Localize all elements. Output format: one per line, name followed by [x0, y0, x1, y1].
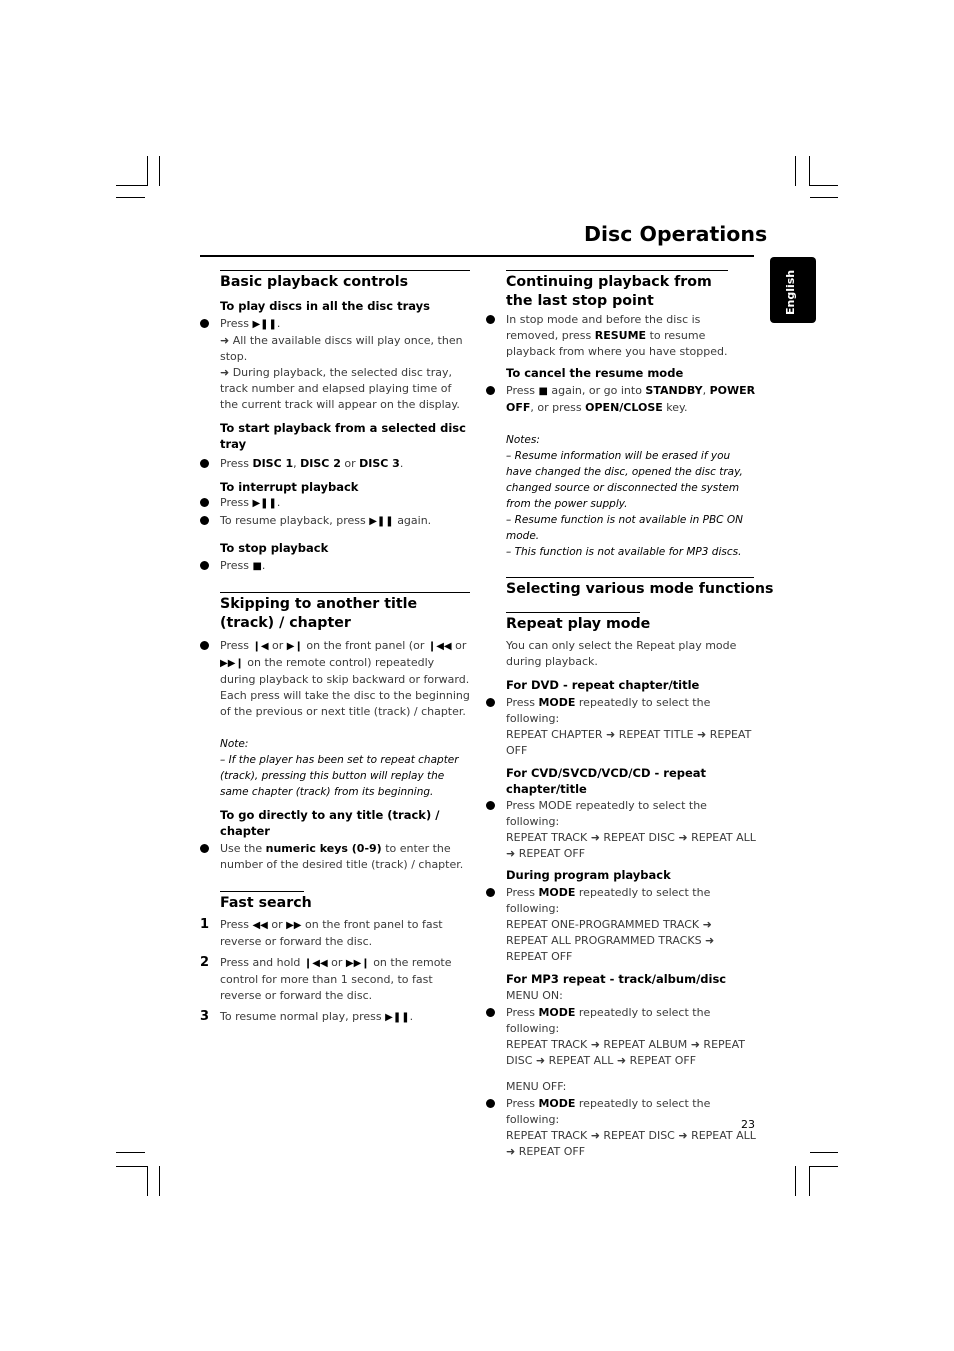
- previous-icon: ❙◀◀: [427, 641, 452, 652]
- bullet-icon: [200, 459, 209, 468]
- section-heading: Continuing playback from the last stop point: [506, 274, 712, 309]
- stop-icon: ■: [252, 561, 262, 572]
- section-skipping: [220, 592, 470, 633]
- page-number: 23: [741, 1118, 755, 1131]
- note-text: – This function is not available for MP3 discs.: [506, 546, 742, 558]
- subheading: To play discs in all the disc trays: [220, 299, 431, 313]
- play-pause-icon: ▶❚❚: [252, 498, 277, 509]
- bullet-icon: [200, 498, 209, 507]
- list-item: Press ■.: [200, 558, 470, 575]
- page-title: Disc Operations: [584, 222, 768, 246]
- section-heading: Basic playback controls: [220, 274, 409, 290]
- section-repeat-play: [506, 612, 651, 634]
- list-item: To resume playback, press ▶❚❚ again.: [200, 513, 470, 530]
- next-icon: ▶▶❙: [220, 658, 244, 669]
- stop-icon: ■: [538, 386, 548, 397]
- play-pause-icon: ▶❚❚: [252, 319, 277, 330]
- play-pause-icon: ▶❚❚: [385, 1012, 410, 1023]
- section-mode-functions: [506, 577, 774, 599]
- list-item: Press ▶❚❚.: [200, 316, 470, 333]
- bullet-icon: [486, 801, 495, 810]
- section-heading: Fast search: [220, 895, 312, 911]
- sequence-text: REPEAT TRACK ➜ REPEAT ALBUM ➜ REPEAT DISC ➜ REPEAT ALL ➜ REPEAT OFF: [506, 1038, 745, 1067]
- section-fast-search: [220, 891, 312, 913]
- previous-icon: ❙◀: [252, 641, 269, 652]
- bullet-icon: [486, 1099, 495, 1108]
- section-heading: Skipping to another title (track) / chapter: [220, 596, 418, 631]
- bullet-icon: [486, 1008, 495, 1017]
- menu-state: MENU ON:: [506, 989, 563, 1002]
- sequence-text: REPEAT TRACK ➜ REPEAT DISC ➜ REPEAT ALL ➜ REPEAT OFF: [506, 831, 756, 860]
- subheading: To stop playback: [220, 541, 329, 555]
- sequence-text: REPEAT ONE-PROGRAMMED TRACK ➜ REPEAT ALL PROGRAMMED TRACKS ➜ REPEAT OFF: [506, 918, 715, 963]
- bullet-icon: [486, 888, 495, 897]
- fast-forward-icon: ▶▶: [286, 920, 302, 931]
- list-item: Press ■ again, or go into STANDBY, POWER OFF, or press OPEN/CLOSE key.: [486, 383, 756, 416]
- note-text: – Resume function is not available in PBC ON mode.: [506, 514, 743, 542]
- next-icon: ▶❙: [286, 641, 303, 652]
- previous-icon: ❙◀◀: [303, 958, 328, 969]
- subheading: To start playback from a selected disc tray: [220, 421, 466, 451]
- bullet-icon: [200, 561, 209, 570]
- list-item: In stop mode and before the disc is removed, press RESUME to resume playback from where you have stopped.: [486, 312, 756, 360]
- bullet-icon: [200, 319, 209, 328]
- result-text: ➜ All the available discs will play once, then stop.: [220, 334, 463, 363]
- list-item: Press MODE repeatedly to select the following: REPEAT ONE-PROGRAMMED TRACK ➜ REPEAT ALL PROGRAMMED TRACKS ➜ REPEAT OFF: [486, 885, 756, 965]
- section-heading: Selecting various mode functions: [506, 581, 774, 597]
- list-item: Press ❙◀ or ▶❙ on the front panel (or ❙◀◀ or ▶▶❙ on the remote control) repeatedly during playback to skip backward or forward. Each press will take the disc to the beginning of the previous or next title (track) / chapter.: [200, 638, 470, 720]
- notes-label: Notes:: [506, 434, 540, 446]
- subheading: To interrupt playback: [220, 480, 359, 494]
- step-number: 3: [200, 1009, 210, 1024]
- language-tab: [770, 257, 816, 323]
- list-item: Press DISC 1, DISC 2 or DISC 3.: [200, 456, 470, 472]
- language-label: English: [784, 269, 797, 315]
- section-heading: Repeat play mode: [506, 616, 651, 632]
- rewind-icon: ◀◀: [252, 920, 268, 931]
- note-text: – If the player has been set to repeat chapter (track), pressing this button will replay the same chapter (track) from its beginning.: [220, 754, 459, 798]
- subheading: For MP3 repeat - track/album/disc: [506, 972, 727, 986]
- step-item: 2 Press and hold ❙◀◀ or ▶▶❙ on the remote control for more than 1 second, to fast reverse or forward the disc.: [200, 955, 452, 1002]
- result-text: ➜ During playback, the selected disc tray, track number and elapsed playing time of the current track will appear on the display.: [220, 366, 460, 411]
- list-item: Use the numeric keys (0-9) to enter the number of the desired title (track) / chapter.: [200, 841, 470, 873]
- bullet-icon: [200, 844, 209, 853]
- play-pause-icon: ▶❚❚: [369, 516, 394, 527]
- intro-text: You can only select the Repeat play mode during playback.: [506, 639, 737, 668]
- subheading: During program playback: [506, 868, 671, 882]
- step-number: 1: [200, 917, 210, 932]
- list-item: Press MODE repeatedly to select the following: REPEAT TRACK ➜ REPEAT DISC ➜ REPEAT ALL ➜ REPEAT OFF: [486, 798, 756, 862]
- subheading: For DVD - repeat chapter/title: [506, 678, 700, 692]
- note-label: Note:: [220, 738, 249, 750]
- subheading: For CVD/SVCD/VCD/CD - repeat chapter/title: [506, 766, 707, 796]
- bullet-icon: [486, 315, 495, 324]
- sequence-text: REPEAT CHAPTER ➜ REPEAT TITLE ➜ REPEAT OFF: [506, 728, 752, 757]
- menu-state: MENU OFF:: [506, 1080, 567, 1093]
- subheading: To cancel the resume mode: [506, 366, 684, 380]
- step-number: 2: [200, 955, 210, 970]
- bullet-icon: [200, 516, 209, 525]
- list-item: Press MODE repeatedly to select the following: REPEAT CHAPTER ➜ REPEAT TITLE ➜ REPEAT OFF: [486, 695, 756, 759]
- section-basic-playback: [220, 270, 470, 292]
- title-rule: [200, 255, 754, 257]
- sequence-text: REPEAT TRACK ➜ REPEAT DISC ➜ REPEAT ALL ➜ REPEAT OFF: [506, 1129, 756, 1158]
- list-item: Press ▶❚❚.: [200, 495, 470, 512]
- list-item: Press MODE repeatedly to select the following: REPEAT TRACK ➜ REPEAT ALBUM ➜ REPEAT DISC ➜ REPEAT ALL ➜ REPEAT OFF: [486, 1005, 756, 1069]
- next-icon: ▶▶❙: [345, 958, 370, 969]
- list-item: Press MODE repeatedly to select the following: REPEAT TRACK ➜ REPEAT DISC ➜ REPEAT ALL ➜ REPEAT OFF: [486, 1096, 756, 1160]
- bullet-icon: [486, 698, 495, 707]
- step-item: 1 Press ◀◀ or ▶▶ on the front panel to fast reverse or forward the disc.: [200, 917, 443, 948]
- right-column: [486, 270, 774, 1160]
- bullet-icon: [486, 386, 495, 395]
- left-column: [200, 270, 470, 1026]
- bullet-icon: [200, 641, 209, 650]
- step-item: 3 To resume normal play, press ▶❚❚.: [200, 1009, 414, 1024]
- subheading: To go directly to any title (track) / chapter: [220, 808, 440, 838]
- note-text: – Resume information will be erased if you have changed the disc, opened the disc tray, changed source or disconnected the system from the power supply.: [506, 450, 743, 510]
- section-continuing: [506, 270, 728, 311]
